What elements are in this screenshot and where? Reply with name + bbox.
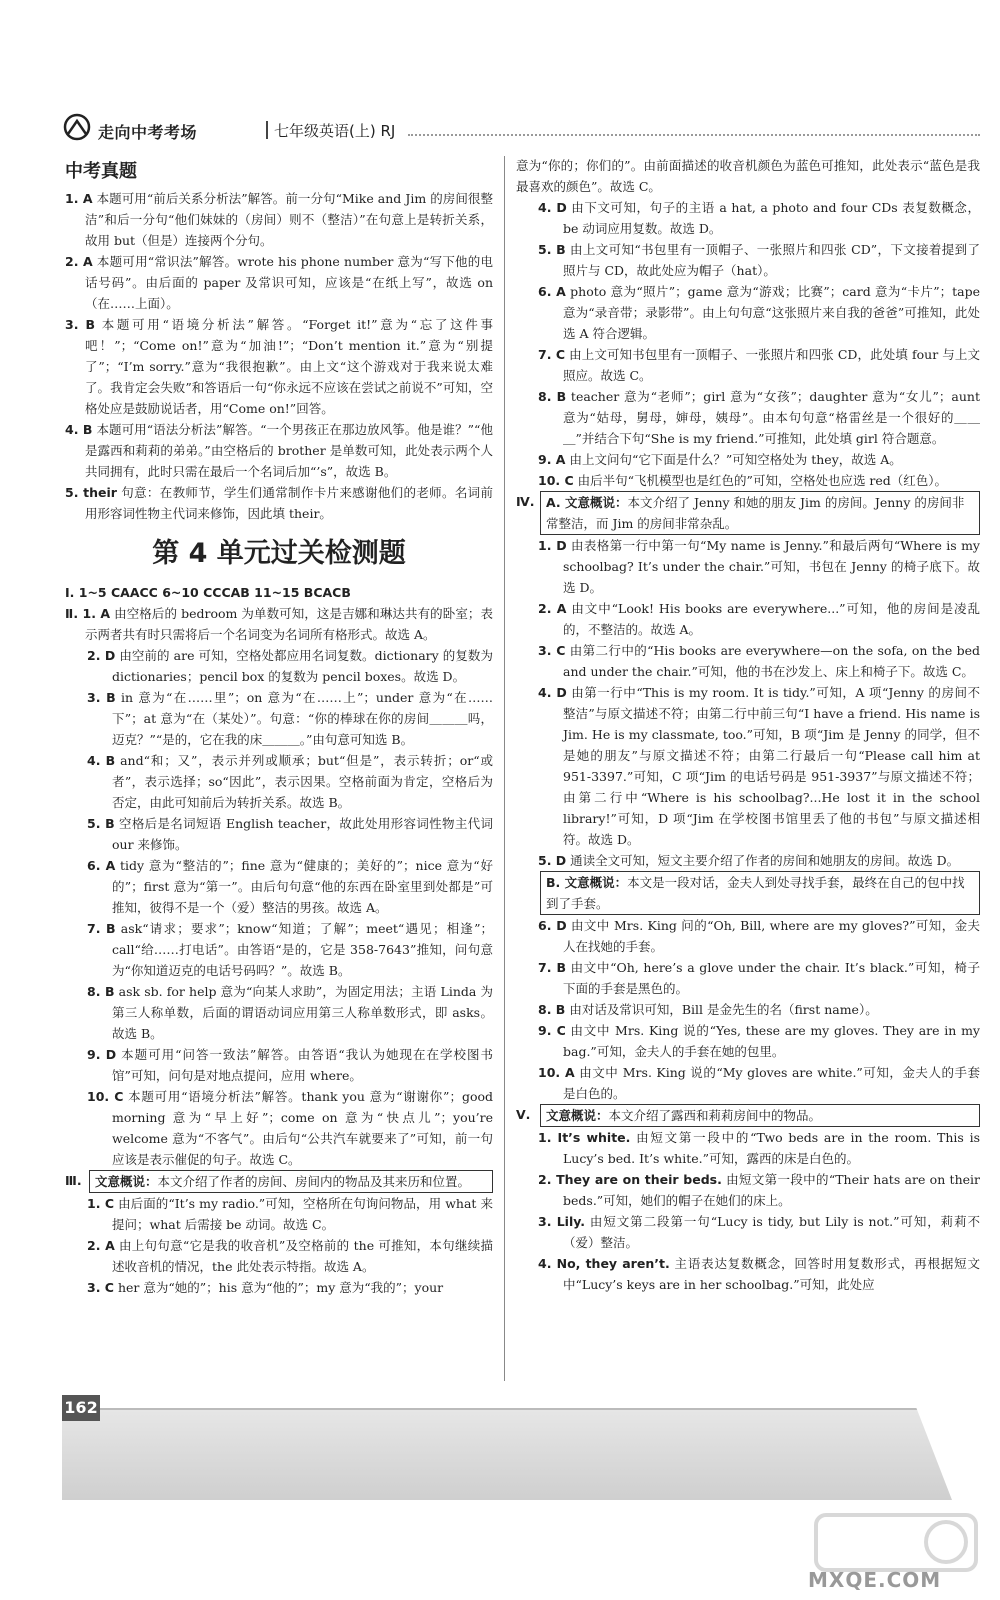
- answer-number: 5. D: [538, 853, 567, 868]
- summary-text: 本文介绍了 Jenny 和她的朋友 Jim 的房间。Jenny 的房间非常整洁，而 Jim 的房间非常杂乱。: [546, 495, 965, 531]
- answer-number: 7. B: [538, 960, 566, 975]
- continued-text: 意为“你的；你们的”。由前面描述的收音机颜色为蓝色可推知，此处表示“蓝色是我最喜欢的颜色”。故选 C。: [516, 158, 980, 194]
- answer-number: 9. C: [538, 1023, 566, 1038]
- answer-item: [516, 598, 980, 640]
- answer-explanation: 本题可用“语境分析法”解答。“Forget it!”意为“忘了这件事吧！”；“Come on!”意为“加油!”；“Don’t mention it.”意为“别提了”；“I’m sorry.”意为“我很抱歉”。由上文“这个游戏对于我来说太难了。我肯定会失败”和答语后一句“你永远不应该在尝试之前说不”可知，空格处应是鼓励说话者，用“Come on!”回答。: [85, 317, 493, 416]
- answer-number: 4. No, they aren’t.: [538, 1256, 670, 1271]
- answer-number: 4. D: [538, 200, 567, 215]
- answer-number: 9. A: [538, 452, 566, 467]
- answer-explanation: 由空格后的 bedroom 为单数可知，这是吉娜和琳达共有的卧室；表示两者共有时只需将后一个名词变为名词所有格形式。故选 A。: [85, 606, 493, 642]
- answer-item: [65, 750, 493, 813]
- brand-title: 走向中考考场: [98, 123, 198, 142]
- summary-block: [516, 1104, 980, 1127]
- header-separator: [266, 121, 268, 139]
- section-numeral: Ⅳ.: [516, 494, 535, 509]
- answer-item: [65, 687, 493, 750]
- summary-label: B. 文意概说：: [546, 875, 628, 890]
- summary-box: [89, 1170, 493, 1193]
- answer-explanation: 由短文第二段第一句“Lucy is tidy, but Lily is not.”可知，莉莉不（爱）整洁。: [563, 1214, 981, 1250]
- answer-item: [516, 640, 980, 682]
- answer-explanation: 由第二行中的“His books are everywhere—on the sofa, on the bed and under the chair.”可知，他的书在沙发上、床上和椅子下。故选 C。: [563, 643, 980, 679]
- answer-item: [516, 386, 980, 449]
- section-numeral: Ⅴ.: [516, 1107, 531, 1122]
- answer-explanation: and“和；又”，表示并列或顺承；but“但是”，表示转折；or“或者”，表示选择；so“因此”，表示因果。空格前面为肯定，空格后为否定，由此可知前后为转折关系。故选 B。: [112, 753, 493, 810]
- answer-item: [65, 1086, 493, 1170]
- section-title: 中考真题: [65, 161, 137, 182]
- answer-explanation: 由短文第一段中的“Two beds are in the room. This is Lucy’s bed. It’s white.”可知，露西的床是白色的。: [563, 1130, 980, 1166]
- answer-explanation: 由表格第一行中第一句“My name is Jenny.”和最后两句“Where is my schoolbag? It’s under the chair.”可知，书包在 Jenny 的椅子底下。故选 D。: [563, 538, 980, 595]
- answer-explanation: 本题可用“问答一致法”解答。由答语“我认为她现在在学校图书馆”可知，问句是对地点提问，应用 where。: [112, 1047, 493, 1083]
- summary-box: [540, 871, 980, 915]
- column-divider: [504, 156, 505, 1381]
- answer-item: [65, 1235, 493, 1277]
- answer-item: [516, 1211, 980, 1253]
- summary-box: [540, 491, 980, 535]
- answer-item: [516, 999, 980, 1020]
- answer-number: 4. D: [538, 685, 567, 700]
- answer-number: 4. B: [87, 753, 116, 768]
- answer-key-line: Ⅰ. 1~5 CAACC 6~10 CCCAB 11~15 BCACB: [65, 585, 351, 600]
- answer-explanation: 由上句句意“它是我的收音机”及空格前的 the 可推知，本句继续描述收音机的情况，the 此处表示特指。故选 A。: [112, 1238, 493, 1274]
- answer-explanation: 句意：在教师节，学生们通常制作卡片来感谢他们的老师。名词前用形容词性物主代词来修饰，因此填 their。: [85, 485, 493, 521]
- summary-block: [65, 1170, 493, 1193]
- answer-explanation: 由上文可知书包里有一顶帽子、一张照片和四张 CD，此处填 four 与上文照应。故选 C。: [563, 347, 980, 383]
- answer-item: [516, 1253, 980, 1295]
- answer-item: [65, 645, 493, 687]
- answer-explanation: 由文中 Mrs. King 问的“Oh, Bill, where are my gloves?”可知，金夫人在找她的手套。: [563, 918, 980, 954]
- answer-number: 5. B: [538, 242, 566, 257]
- right-column: [516, 155, 980, 1295]
- answer-number: 3. C: [87, 1280, 114, 1295]
- answer-number: 10. A: [538, 1065, 575, 1080]
- answer-item: [65, 813, 493, 855]
- answer-number: 2. A: [65, 254, 93, 269]
- answer-explanation: 由后半句“飞机模型也是红色的”可知，空格处也应选 red（红色）。: [577, 473, 948, 488]
- answer-item: [65, 981, 493, 1044]
- unit-title: 第 4 单元过关检测题: [152, 538, 406, 569]
- answer-number: 1. It’s white.: [538, 1130, 631, 1145]
- answer-explanation: 本题可用“前后关系分析法”解答。前一分句“Mike and Jim 的房间很整洁”和后一分句“他们妹妹的（房间）则不（整洁）”在句意上是转折关系，故用 but（但是）连接两个分句。: [85, 191, 493, 248]
- answer-number: 3. B: [87, 690, 116, 705]
- answer-item: [65, 188, 493, 251]
- answer-number: 3. Lily.: [538, 1214, 586, 1229]
- answer-item: [65, 314, 493, 419]
- answer-number: 8. B: [87, 984, 115, 999]
- answer-explanation: 由后面的“It’s my radio.”可知，空格所在句询问物品，用 what 来提问；what 后需接 be 动词。故选 C。: [112, 1196, 493, 1232]
- summary-label: A. 文意概说：: [546, 495, 628, 510]
- answer-number: 5. B: [87, 816, 115, 831]
- footer-band: [62, 1408, 952, 1500]
- answer-item: [516, 1127, 980, 1169]
- answer-number: 3. B: [65, 317, 96, 332]
- answer-explanation: 空格后是名词短语 English teacher，故此处用形容词性物主代词 our 来修饰。: [112, 816, 494, 852]
- answer-number: 9. D: [87, 1047, 117, 1062]
- answer-item: [65, 1193, 493, 1235]
- header-dotted-rule: [408, 134, 980, 136]
- summary-text: 本文介绍了露西和莉莉房间中的物品。: [608, 1108, 822, 1123]
- summary-block: [516, 491, 980, 535]
- answer-item: [65, 918, 493, 981]
- subject-label: 七年级英语(上) RJ: [274, 122, 396, 140]
- answer-explanation: 本题可用“语法分析法”解答。“一个男孩正在那边放风筝。他是谁？”“他是露西和莉莉的弟弟。”由空格后的 brother 是单数可知，此处表示两个人共同拥有，此时只需在最后一个名词后加“’s”，故选 B。: [85, 422, 493, 479]
- answer-number: 2. A: [87, 1238, 115, 1253]
- answer-explanation: photo 意为“照片”；game 意为“游戏；比赛”；card 意为“卡片”；tape 意为“录音带；录影带”。由上句句意“这张照片来自我的爸爸”可推知，此处选 A 符合逻辑。: [563, 284, 980, 341]
- answer-item: [516, 344, 980, 386]
- answer-item: [516, 850, 980, 871]
- answer-item: [516, 915, 980, 957]
- summary-label: 文意概说：: [95, 1174, 158, 1189]
- answer-number: 6. D: [538, 918, 567, 933]
- answer-item: [65, 251, 493, 314]
- answer-number: 1. C: [87, 1196, 115, 1211]
- answer-number: 2. D: [87, 648, 116, 663]
- answer-number: 8. B: [538, 389, 567, 404]
- answer-explanation: ask“请求；要求”；know“知道；了解”；meet“遇见；相逢”；call“给……打电话”。由答语“是的，它是 358-7643”推知，问句意为“你知道迈克的电话号码吗？”。故选 B。: [112, 921, 493, 978]
- answer-explanation: her 意为“她的”；his 意为“他的”；my 意为“我的”；your: [117, 1280, 444, 1295]
- answer-number: Ⅱ. 1. A: [65, 606, 111, 621]
- page-header: [62, 112, 980, 148]
- answer-explanation: 由对话及常识可知，Bill 是金先生的名（first name）。: [569, 1002, 878, 1017]
- answer-explanation: 由文中“Oh, here’s a glove under the chair. It’s black.”可知，椅子下面的手套是黑色的。: [563, 960, 980, 996]
- answer-explanation: 本题可用“语境分析法”解答。thank you 意为“谢谢你”；good morning 意为“早上好”；come on 意为“快点儿”；you’re welcome 意为“不客气”。由后句“公共汽车就要来了”可知，前一句应该是表示催促的句子。故选 C。: [112, 1089, 493, 1167]
- answer-number: 6. A: [87, 858, 116, 873]
- section-numeral: Ⅲ.: [65, 1173, 82, 1188]
- answer-number: 7. B: [87, 921, 116, 936]
- answer-explanation: 由上文问句“它下面是什么？”可知空格处为 they，故选 A。: [569, 452, 902, 467]
- answer-number: 1. A: [65, 191, 93, 206]
- answer-explanation: 由文中 Mrs. King 说的“Yes, these are my gloves. They are in my bag.”可知，金夫人的手套在她的包里。: [563, 1023, 980, 1059]
- left-column: [65, 157, 493, 1298]
- answer-number: 2. They are on their beds.: [538, 1172, 722, 1187]
- answer-item: [516, 1062, 980, 1104]
- summary-text: 本文是一段对话，金夫人到处寻找手套，最终在自己的包中找到了手套。: [546, 875, 965, 911]
- answer-item: [65, 1277, 493, 1298]
- summary-box: [540, 1104, 980, 1127]
- answer-item: [516, 197, 980, 239]
- answer-item: [516, 1020, 980, 1062]
- answer-explanation: 由第一行中“This is my room. It is tidy.”可知，A 项“Jenny 的房间不整洁”与原文描述不符；由第二行中前三句“I have a friend. His name is Jim. He is my classmate, too.”可知，B 项“Jim 是 Jenny 的同学，但不是她的朋友”与原文描述不符；由第二行最后一句“Please call him at 951-3397.”可知，C 项“Jim 的电话号码是 951-3937”与原文描述不符；由第二行中“Where is his schoolbag?...He lost it in the school library!”可知，D 项“Jim 在学校图书馆里丢了他的书包”与原文描述相符。故选 D。: [563, 685, 980, 847]
- answer-explanation: 由下文可知，句子的主语 a hat, a photo and four CDs 表复数概念，be 动词应用复数。故选 D。: [563, 200, 980, 236]
- answer-item: [65, 482, 493, 524]
- answer-item: [65, 855, 493, 918]
- answer-item: [516, 682, 980, 850]
- answer-explanation: in 意为“在……里”；on 意为“在……上”；under 意为“在……下”；at 意为“在（某处）”。句意：“你的棒球在你的房间＿＿＿吗，迈克？”“是的，它在我的床＿＿＿。”由句意可知选 B。: [112, 690, 493, 747]
- answer-number: 4. B: [65, 422, 93, 437]
- answer-number: 10. C: [87, 1089, 124, 1104]
- answer-number: 7. C: [538, 347, 566, 362]
- page-number: 162: [62, 1395, 100, 1421]
- summary-block: [516, 871, 980, 915]
- answer-explanation: 主语表达复数概念，回答时用复数形式，再根据短文中“Lucy’s keys are in her schoolbag.”可知，此处应: [563, 1256, 980, 1292]
- watermark-text: MXQE.COM: [808, 1568, 942, 1592]
- answer-explanation: ask sb. for help 意为“向某人求助”，为固定用法；主语 Linda 为第三人称单数，后面的谓语动词应用第三人称单数形式，即 asks。故选 B。: [112, 984, 493, 1041]
- answer-item: [65, 1044, 493, 1086]
- answer-item: [516, 470, 980, 491]
- answer-item: [516, 239, 980, 281]
- answer-item: [516, 281, 980, 344]
- answer-explanation: 本题可用“常识法”解答。wrote his phone number 意为“写下他的电话号码”。由后面的 paper 及常识可知，应该是“在纸上写”，故选 on（在……上面）。: [85, 254, 493, 311]
- answer-explanation: 由文中 Mrs. King 说的“My gloves are white.”可知，金夫人的手套是白色的。: [563, 1065, 981, 1101]
- answer-number: 1. D: [538, 538, 567, 553]
- answer-number: 3. C: [538, 643, 566, 658]
- summary-text: 本文介绍了作者的房间、房间内的物品及其来历和位置。: [157, 1174, 471, 1189]
- answer-explanation: 由上文可知“书包里有一顶帽子、一张照片和四张 CD”，下文接着提到了照片与 CD，故此处应为帽子（hat）。: [563, 242, 980, 278]
- answer-item: [516, 957, 980, 999]
- answer-number: 6. A: [538, 284, 566, 299]
- answer-item: [516, 449, 980, 470]
- summary-label: 文意概说：: [546, 1108, 609, 1123]
- answer-item: [65, 603, 493, 645]
- page-footer: [62, 1395, 980, 1510]
- answer-explanation: teacher 意为“老师”；girl 意为“女孩”；daughter 意为“女儿”；aunt 意为“姑母，舅母，婶母，姨母”。由本句句意“格雷丝是一个很好的＿＿＿”并结合下句“She is my friend.”可推知，此处填 girl 符合题意。: [563, 389, 980, 446]
- logo-icon: [62, 112, 92, 142]
- answer-number: 5. their: [65, 485, 117, 500]
- answer-explanation: 由文中“Look! His books are everywhere...”可知，他的房间是凌乱的，不整洁的。故选 A。: [563, 601, 980, 637]
- answer-item: [516, 535, 980, 598]
- answer-explanation: tidy 意为“整洁的”；fine 意为“健康的；美好的”；nice 意为“好的”；first 意为“第一”。由后句句意“他的东西在卧室里到处都是”可推知，彼得不是一个（爱）整洁的男孩。故选 A。: [112, 858, 493, 915]
- answer-item: [516, 1169, 980, 1211]
- answer-number: 8. B: [538, 1002, 566, 1017]
- answer-number: 2. A: [538, 601, 567, 616]
- answer-number: 10. C: [538, 473, 574, 488]
- answer-explanation: 通读全文可知，短文主要介绍了作者的房间和她朋友的房间。故选 D。: [570, 853, 960, 868]
- answer-explanation: 由短文第一段中的“Their hats are on their beds.”可知，她们的帽子在她们的床上。: [563, 1172, 980, 1208]
- answer-item: [65, 419, 493, 482]
- answer-explanation: 由空前的 are 可知，空格处都应用名词复数。dictionary 的复数为 dictionaries；pencil box 的复数为 pencil boxes。故选 D。: [112, 648, 493, 684]
